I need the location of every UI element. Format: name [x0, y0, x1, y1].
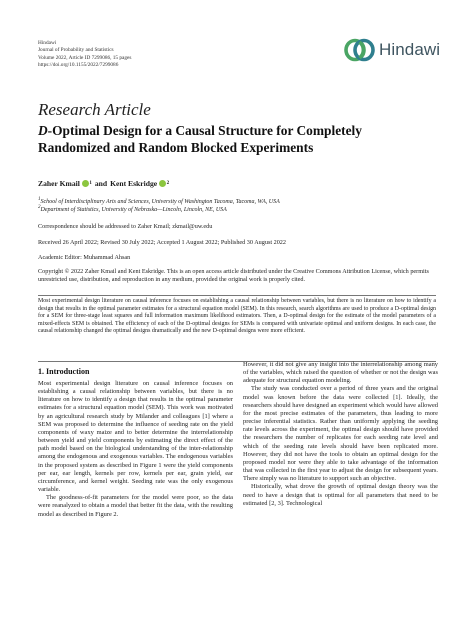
orcid-icon[interactable] [82, 180, 89, 187]
publication-dates: Received 26 April 2022; Revised 30 July 2022; Accepted 1 August 2022; Published 30 August 2022 [38, 239, 286, 246]
hindawi-logo-icon [344, 37, 376, 63]
abstract: Most experimental design literature on causal inference focuses on establishing a causal relationship between variables, but there is no literature on how to identify a design that results in the optimal parameter estimates for a structural equation model (SEM). In this research, search algorithms are used to produce a D-optimal design for a SEM for three-stage least squares and full information maximum likelihood estimators. Then, a D-optimal design for the estimate of the model parameters of a mixed-effects SEM is obtained. The efficiency of each of the D-optimal designs for SEMs is compared with univariate optimal and uniform designs. In each case, the causal relationship changed the optimal designs dramatically and the new D-optimal designs were more efficient. [38, 298, 436, 335]
section-heading: 1. Introduction [38, 367, 90, 376]
article-title [38, 122, 438, 156]
journal-title: Journal of Probability and Statistics [38, 47, 114, 54]
author-name[interactable]: Zaher Kmail [38, 179, 80, 188]
author-name[interactable]: Kent Eskridge [110, 179, 158, 188]
affiliation-1 [38, 198, 280, 206]
hindawi-logo [344, 37, 440, 63]
affiliation-text: Department of Statistics, University of Nebraska—Lincoln, Lincoln, NE, USA [40, 207, 227, 213]
paragraph: However, it did not give any insight into the interrelationship among many of the variables, which raised the question of whether or not the design was adequate for structural equation modeling. [243, 361, 438, 385]
hindawi-logo-text: Hindawi [379, 40, 441, 59]
journal-meta [38, 40, 131, 70]
journal-brand: Hindawi [38, 40, 57, 46]
affiliation-2 [38, 206, 227, 214]
abstract-top-rule [38, 295, 436, 296]
paragraph: Most experimental design literature on causal inference focuses on establishing a causal relationship between variables, but there is no literature on how to identify a design that results in the optimal parameter estimates for a structural equation model (SEM). This work was motivated by an agricultural research study by Milander and colleagues [1] where a SEM was proposed to determine the influence of seeding rate on the yield components of waxy maize and to better determine the interrelationship between yield and yield components by estimating the direct effect of the path model based on the biological understanding of the inter-relationship among the endogenous and exogenous variables. The endogenous variables in the proposed system as described in Figure 1 were the yield components per ear, ear length, kernels per row, kernels per ear, grain yield, ear circumference, and kernel weight. Seeding rate was the only exogenous variable. [38, 380, 233, 494]
title-line2: Randomized and Random Blocked Experiments [38, 140, 314, 155]
author-list: Zaher Kmail 1 and Kent Eskridge 2 [38, 179, 170, 188]
title-line1: -Optimal Design for a Causal Structure for Completely [47, 123, 362, 138]
paragraph: Historically, what drove the growth of optimal design theory was the need to have a design that is optimal for all parameters that need to be estimated [2, 3]. Technological [243, 483, 438, 507]
copyright-notice: Copyright © 2022 Zaher Kmail and Kent Eskridge. This is an open access article distributed under the Creative Commons Attribution License, which permits unrestricted use, distribution, and reproduction in any medium, provided the original work is properly cited. [38, 268, 429, 283]
article-type: Research Article [38, 100, 151, 119]
academic-editor: Academic Editor: Muhammad Ahsan [38, 254, 131, 261]
title-d-prefix: D [38, 123, 48, 138]
journal-doi-link[interactable]: https://doi.org/10.1155/2022/7299086 [38, 62, 119, 69]
paragraph: The goodness-of-fit parameters for the model were poor, so the data were reanalyzed to obtain a model that better fit the data, with the resulting model as described in Figure 2. [38, 494, 233, 518]
journal-volume: Volume 2022, Article ID 7299086, 15 pages [38, 54, 132, 61]
author-connector: and [94, 179, 108, 188]
orcid-icon[interactable] [159, 180, 166, 187]
body-column-right [243, 361, 438, 508]
affiliation-marker: 2 [38, 205, 41, 210]
paragraph: The study was conducted over a period of three years and the original model was known before the data were collected [1]. Ideally, the researchers should have designed an experiment which would have allowed for the most precise estimates of the parameters, thus leading to more precise inferential statistics. Rather than uniformly applying the seeding rate levels across the experiment, the optimal design should have provided the researchers the number of replicates for each seeding rate level and which of the seeding rate levels should have been replicated more. However, they did not have the tools to obtain an optimal design for the proposed model nor were they able to take advantage of the information that was collected in the first year to adjust the design for subsequent years. There simply was no literature to support such an objective. [243, 385, 438, 483]
affiliation-text: School of Interdisciplinary Arts and Sciences, University of Washington Tacoma, Tacoma, WA, USA [40, 199, 280, 205]
affiliation-marker: 1 [38, 197, 41, 202]
body-column-left [38, 380, 233, 519]
correspondence: Correspondence should be addressed to Zaher Kmail; zkmail@uw.edu [38, 223, 213, 230]
